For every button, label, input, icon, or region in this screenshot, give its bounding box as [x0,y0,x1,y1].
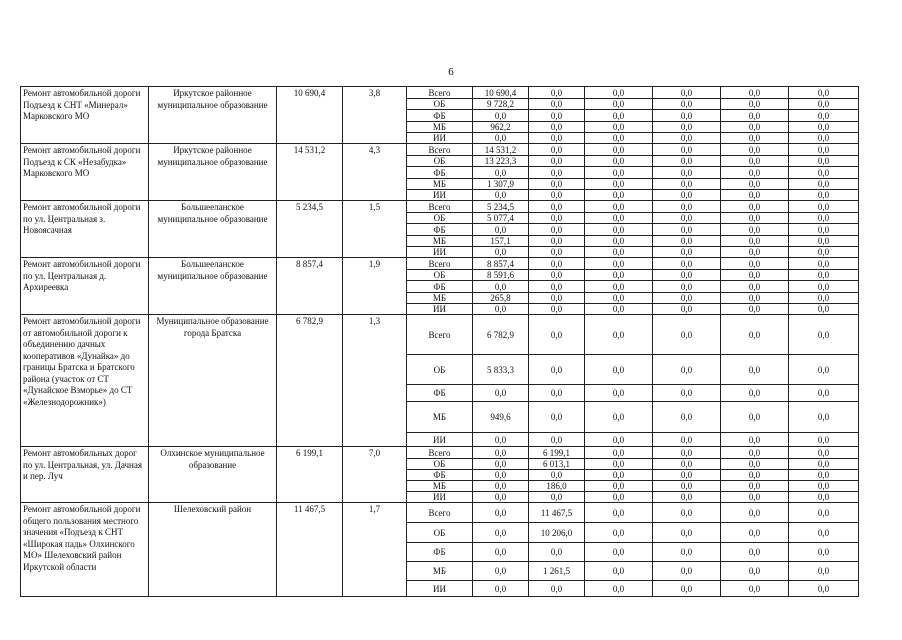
year-value-cell: 0,0 [653,581,721,597]
year-value-cell: 0,0 [529,543,585,562]
year-value-cell: 0,0 [789,122,859,133]
year-value-cell: 0,0 [529,99,585,110]
year-value-cell: 0,0 [529,281,585,293]
road-length-cell: 3,8 [343,87,407,144]
year-value-cell: 0,0 [789,523,859,543]
municipality-cell: Шелеховский район [149,503,277,597]
year-value-cell: 0,0 [789,402,859,433]
year-value-cell: 0,0 [473,304,529,315]
table-row [21,258,859,270]
year-value-cell: 0,0 [585,447,653,459]
year-value-cell: 0,0 [585,503,653,523]
object-name-cell: Ремонт автомобильной дороги от автомобильной дороги к объединению дачных кооперативов «Дунайка» до границы Братска и Братского района (участок от СТ «Дунайское Взморье» до СТ «Железнодорожник») [21,315,149,447]
year-value-cell: 0,0 [721,179,789,190]
year-value-cell: 0,0 [585,213,653,224]
year-value-cell: 0,0 [585,87,653,99]
year-value-cell: 0,0 [653,304,721,315]
year-value-cell: 0,0 [529,433,585,447]
year-value-cell: 0,0 [529,224,585,236]
total-amount-cell: 6 199,1 [277,447,343,503]
year-value-cell: 0,0 [529,293,585,304]
year-value-cell: 5 077,4 [473,213,529,224]
year-value-cell: 0,0 [789,87,859,99]
year-value-cell: 0,0 [789,492,859,503]
year-value-cell: 0,0 [653,110,721,122]
funding-source-cell: ФБ [407,470,473,481]
total-amount-cell: 10 690,4 [277,87,343,144]
year-value-cell: 0,0 [529,179,585,190]
year-value-cell: 0,0 [721,258,789,270]
funding-source-cell: ИИ [407,581,473,597]
year-value-cell: 0,0 [473,190,529,201]
year-value-cell: 0,0 [721,110,789,122]
year-value-cell: 0,0 [585,236,653,247]
year-value-cell: 0,0 [473,459,529,470]
year-value-cell: 186,0 [529,481,585,492]
municipality-cell: Иркутское районное муниципальное образование [149,144,277,201]
year-value-cell: 0,0 [721,481,789,492]
year-value-cell: 0,0 [529,156,585,167]
year-value-cell: 0,0 [721,281,789,293]
year-value-cell: 0,0 [721,236,789,247]
year-value-cell: 0,0 [473,224,529,236]
object-name-cell: Ремонт автомобильной дороги по ул. Центральная з. Новоясачная [21,201,149,258]
year-value-cell: 10 206,0 [529,523,585,543]
year-value-cell: 0,0 [529,385,585,402]
year-value-cell: 0,0 [473,470,529,481]
year-value-cell: 6 199,1 [529,447,585,459]
year-value-cell: 0,0 [529,144,585,156]
year-value-cell: 0,0 [789,503,859,523]
object-name-cell: Ремонт автомобильной дороги Подъезд к СК «Незабудка» Марковского МО [21,144,149,201]
funding-source-cell: ОБ [407,523,473,543]
funding-table [20,86,859,597]
year-value-cell: 0,0 [585,110,653,122]
year-value-cell: 1 261,5 [529,562,585,581]
year-value-cell: 0,0 [529,236,585,247]
year-value-cell: 0,0 [721,144,789,156]
year-value-cell: 0,0 [653,213,721,224]
year-value-cell: 1 307,9 [473,179,529,190]
year-value-cell: 0,0 [585,433,653,447]
year-value-cell: 0,0 [789,447,859,459]
year-value-cell: 0,0 [585,247,653,258]
year-value-cell: 0,0 [789,293,859,304]
year-value-cell: 0,0 [653,224,721,236]
funding-source-cell: МБ [407,293,473,304]
year-value-cell: 0,0 [721,402,789,433]
municipality-cell: Олхинское муниципальное образование [149,447,277,503]
funding-source-cell: ОБ [407,355,473,385]
year-value-cell: 0,0 [721,190,789,201]
year-value-cell: 0,0 [789,213,859,224]
funding-source-cell: МБ [407,122,473,133]
total-amount-cell: 11 467,5 [277,503,343,597]
funding-source-cell: ОБ [407,213,473,224]
year-value-cell: 0,0 [473,385,529,402]
year-value-cell: 0,0 [653,99,721,110]
year-value-cell: 0,0 [653,156,721,167]
year-value-cell: 0,0 [653,190,721,201]
year-value-cell: 0,0 [789,355,859,385]
municipality-cell: Иркутское районное муниципальное образование [149,87,277,144]
year-value-cell: 0,0 [653,293,721,304]
funding-source-cell: МБ [407,236,473,247]
year-value-cell: 0,0 [585,470,653,481]
year-value-cell: 0,0 [789,433,859,447]
road-length-cell: 1,7 [343,503,407,597]
year-value-cell: 0,0 [473,447,529,459]
funding-source-cell: ИИ [407,304,473,315]
year-value-cell: 0,0 [585,179,653,190]
year-value-cell: 0,0 [789,481,859,492]
year-value-cell: 0,0 [529,213,585,224]
road-length-cell: 1,9 [343,258,407,315]
year-value-cell: 0,0 [789,99,859,110]
table-row [21,87,859,99]
year-value-cell: 0,0 [585,156,653,167]
year-value-cell: 0,0 [721,167,789,179]
year-value-cell: 0,0 [721,304,789,315]
year-value-cell: 0,0 [529,190,585,201]
year-value-cell: 0,0 [529,492,585,503]
year-value-cell: 0,0 [721,543,789,562]
funding-source-cell: ИИ [407,133,473,144]
year-value-cell: 0,0 [585,122,653,133]
road-length-cell: 4,3 [343,144,407,201]
year-value-cell: 0,0 [653,402,721,433]
year-value-cell: 0,0 [585,224,653,236]
year-value-cell: 0,0 [529,270,585,281]
year-value-cell: 0,0 [585,258,653,270]
year-value-cell: 0,0 [653,543,721,562]
object-name-cell: Ремонт автомобильных дорог по ул. Центральная, ул. Дачная и пер. Луч [21,447,149,503]
year-value-cell: 0,0 [789,133,859,144]
year-value-cell: 0,0 [473,110,529,122]
municipality-cell: Большееланское муниципальное образование [149,258,277,315]
object-name-cell: Ремонт автомобильной дороги общего пользования местного значения «Подъезд к СНТ «Широкая падь» Олхинского МО» Шелеховский район Иркутской области [21,503,149,597]
year-value-cell: 6 782,9 [473,315,529,355]
year-value-cell: 0,0 [529,304,585,315]
year-value-cell: 0,0 [721,201,789,213]
year-value-cell: 0,0 [473,481,529,492]
year-value-cell: 0,0 [585,481,653,492]
page-number: 6 [448,66,454,78]
year-value-cell: 0,0 [653,270,721,281]
year-value-cell: 0,0 [653,167,721,179]
year-value-cell: 0,0 [789,562,859,581]
year-value-cell: 0,0 [529,167,585,179]
year-value-cell: 0,0 [473,503,529,523]
year-value-cell: 0,0 [789,281,859,293]
year-value-cell: 0,0 [721,133,789,144]
object-name-cell: Ремонт автомобильной дороги Подъезд к СНТ «Минерал» Марковского МО [21,87,149,144]
year-value-cell: 0,0 [789,190,859,201]
year-value-cell: 0,0 [789,201,859,213]
road-length-cell: 7,0 [343,447,407,503]
year-value-cell: 0,0 [585,523,653,543]
funding-source-cell: Всего [407,315,473,355]
year-value-cell: 0,0 [789,459,859,470]
funding-source-cell: Всего [407,447,473,459]
year-value-cell: 0,0 [585,190,653,201]
year-value-cell: 0,0 [789,543,859,562]
year-value-cell: 0,0 [721,99,789,110]
funding-source-cell: ФБ [407,385,473,402]
table-row [21,447,859,459]
year-value-cell: 0,0 [721,492,789,503]
road-length-cell: 1,5 [343,201,407,258]
year-value-cell: 0,0 [585,492,653,503]
funding-source-cell: ОБ [407,99,473,110]
table-row [21,144,859,156]
table-body [21,87,859,597]
year-value-cell: 0,0 [721,156,789,167]
year-value-cell: 0,0 [653,470,721,481]
year-value-cell: 8 857,4 [473,258,529,270]
year-value-cell: 0,0 [789,110,859,122]
year-value-cell: 0,0 [789,224,859,236]
funding-source-cell: Всего [407,87,473,99]
year-value-cell: 0,0 [473,543,529,562]
year-value-cell: 0,0 [473,281,529,293]
year-value-cell: 0,0 [585,201,653,213]
year-value-cell: 0,0 [653,179,721,190]
year-value-cell: 0,0 [653,447,721,459]
funding-source-cell: МБ [407,562,473,581]
year-value-cell: 5 234,5 [473,201,529,213]
year-value-cell: 0,0 [653,315,721,355]
funding-source-cell: ИИ [407,190,473,201]
funding-source-cell: Всего [407,144,473,156]
year-value-cell: 0,0 [653,144,721,156]
year-value-cell: 0,0 [789,179,859,190]
funding-source-cell: МБ [407,179,473,190]
year-value-cell: 0,0 [789,247,859,258]
year-value-cell: 0,0 [585,144,653,156]
year-value-cell: 0,0 [473,433,529,447]
year-value-cell: 0,0 [529,87,585,99]
year-value-cell: 0,0 [529,201,585,213]
year-value-cell: 0,0 [653,355,721,385]
year-value-cell: 0,0 [653,433,721,447]
year-value-cell: 0,0 [789,304,859,315]
funding-source-cell: ИИ [407,492,473,503]
year-value-cell: 14 531,2 [473,144,529,156]
year-value-cell: 0,0 [721,213,789,224]
year-value-cell: 0,0 [721,581,789,597]
year-value-cell: 0,0 [653,503,721,523]
year-value-cell: 0,0 [789,315,859,355]
funding-source-cell: ИИ [407,247,473,258]
total-amount-cell: 5 234,5 [277,201,343,258]
year-value-cell: 0,0 [529,581,585,597]
municipality-cell: Большееланское муниципальное образование [149,201,277,258]
year-value-cell: 265,8 [473,293,529,304]
year-value-cell: 0,0 [653,133,721,144]
year-value-cell: 0,0 [721,270,789,281]
funding-source-cell: ОБ [407,270,473,281]
year-value-cell: 0,0 [653,122,721,133]
funding-source-cell: Всего [407,258,473,270]
year-value-cell: 0,0 [721,293,789,304]
funding-source-cell: ФБ [407,224,473,236]
year-value-cell: 0,0 [721,503,789,523]
year-value-cell: 0,0 [789,470,859,481]
object-name-cell: Ремонт автомобильной дороги по ул. Центральная д. Архиреевка [21,258,149,315]
year-value-cell: 0,0 [585,459,653,470]
year-value-cell: 0,0 [653,281,721,293]
year-value-cell: 0,0 [585,562,653,581]
year-value-cell: 0,0 [585,355,653,385]
table-row [21,201,859,213]
funding-source-cell: ОБ [407,156,473,167]
year-value-cell: 0,0 [473,133,529,144]
year-value-cell: 0,0 [789,236,859,247]
road-length-cell: 1,3 [343,315,407,447]
funding-source-cell: ФБ [407,543,473,562]
year-value-cell: 0,0 [721,87,789,99]
year-value-cell: 9 728,2 [473,99,529,110]
year-value-cell: 0,0 [473,581,529,597]
year-value-cell: 0,0 [653,87,721,99]
year-value-cell: 0,0 [721,315,789,355]
funding-source-cell: ОБ [407,459,473,470]
year-value-cell: 962,2 [473,122,529,133]
funding-source-cell: Всего [407,201,473,213]
year-value-cell: 6 013,1 [529,459,585,470]
year-value-cell: 0,0 [473,167,529,179]
year-value-cell: 0,0 [653,201,721,213]
year-value-cell: 0,0 [721,459,789,470]
year-value-cell: 0,0 [653,385,721,402]
year-value-cell: 0,0 [653,258,721,270]
year-value-cell: 0,0 [585,281,653,293]
year-value-cell: 0,0 [721,224,789,236]
year-value-cell: 0,0 [721,523,789,543]
year-value-cell: 0,0 [585,543,653,562]
year-value-cell: 0,0 [653,236,721,247]
funding-source-cell: ФБ [407,167,473,179]
year-value-cell: 0,0 [585,270,653,281]
total-amount-cell: 14 531,2 [277,144,343,201]
year-value-cell: 0,0 [721,122,789,133]
year-value-cell: 0,0 [585,385,653,402]
year-value-cell: 0,0 [789,270,859,281]
year-value-cell: 0,0 [473,492,529,503]
year-value-cell: 0,0 [529,355,585,385]
year-value-cell: 0,0 [473,523,529,543]
year-value-cell: 0,0 [653,562,721,581]
year-value-cell: 0,0 [721,247,789,258]
year-value-cell: 8 591,6 [473,270,529,281]
year-value-cell: 0,0 [721,355,789,385]
total-amount-cell: 8 857,4 [277,258,343,315]
year-value-cell: 11 467,5 [529,503,585,523]
year-value-cell: 0,0 [721,447,789,459]
year-value-cell: 0,0 [585,99,653,110]
year-value-cell: 0,0 [585,315,653,355]
year-value-cell: 0,0 [585,293,653,304]
year-value-cell: 0,0 [529,315,585,355]
funding-source-cell: МБ [407,481,473,492]
year-value-cell: 949,6 [473,402,529,433]
year-value-cell: 5 833,3 [473,355,529,385]
year-value-cell: 0,0 [653,523,721,543]
year-value-cell: 0,0 [653,247,721,258]
year-value-cell: 0,0 [585,167,653,179]
year-value-cell: 10 690,4 [473,87,529,99]
year-value-cell: 0,0 [721,385,789,402]
year-value-cell: 0,0 [721,433,789,447]
year-value-cell: 0,0 [585,402,653,433]
municipality-cell: Муниципальное образование города Братска [149,315,277,447]
table-row [21,503,859,523]
funding-source-cell: ФБ [407,281,473,293]
table-row [21,315,859,355]
year-value-cell: 0,0 [789,258,859,270]
year-value-cell: 0,0 [721,562,789,581]
year-value-cell: 0,0 [529,258,585,270]
year-value-cell: 0,0 [789,581,859,597]
total-amount-cell: 6 782,9 [277,315,343,447]
funding-source-cell: ФБ [407,110,473,122]
year-value-cell: 0,0 [529,133,585,144]
year-value-cell: 0,0 [529,470,585,481]
year-value-cell: 0,0 [653,492,721,503]
year-value-cell: 0,0 [529,122,585,133]
year-value-cell: 0,0 [529,247,585,258]
year-value-cell: 13 223,3 [473,156,529,167]
year-value-cell: 0,0 [789,167,859,179]
year-value-cell: 0,0 [653,481,721,492]
year-value-cell: 0,0 [473,247,529,258]
funding-source-cell: МБ [407,402,473,433]
year-value-cell: 0,0 [585,133,653,144]
year-value-cell: 0,0 [585,304,653,315]
year-value-cell: 0,0 [721,470,789,481]
year-value-cell: 0,0 [789,385,859,402]
year-value-cell: 0,0 [529,402,585,433]
funding-source-cell: ИИ [407,433,473,447]
year-value-cell: 0,0 [473,562,529,581]
year-value-cell: 0,0 [789,156,859,167]
year-value-cell: 0,0 [529,110,585,122]
year-value-cell: 0,0 [653,459,721,470]
funding-source-cell: Всего [407,503,473,523]
year-value-cell: 0,0 [585,581,653,597]
year-value-cell: 157,1 [473,236,529,247]
year-value-cell: 0,0 [789,144,859,156]
